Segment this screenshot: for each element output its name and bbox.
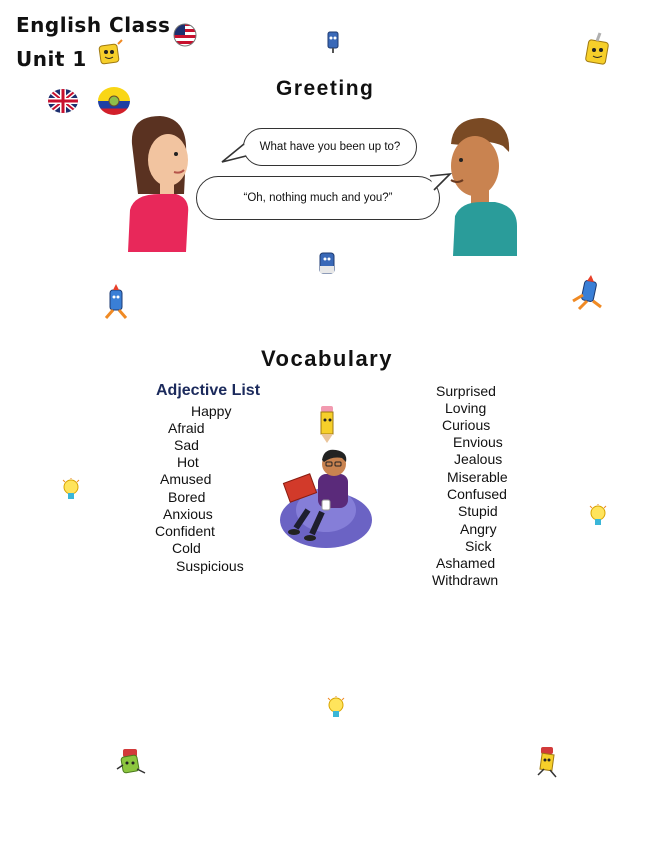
- list-item: Curious: [442, 417, 491, 433]
- list-item: Loving: [445, 400, 487, 416]
- list-item: Afraid: [168, 420, 205, 436]
- lightbulb-icon: [62, 478, 80, 504]
- pencil-mascot-icon: [571, 275, 603, 311]
- list-item: Anxious: [163, 506, 213, 522]
- us-flag-icon: [173, 23, 197, 47]
- speech-bubble-answer: [196, 176, 440, 220]
- lightbulb-icon: [589, 504, 607, 530]
- list-item: Jealous: [454, 451, 503, 467]
- list-item: Suspicious: [176, 558, 244, 574]
- vocabulary-title: Vocabulary: [261, 346, 393, 371]
- list-item: Happy: [191, 403, 232, 419]
- pencil-mascot-icon: [96, 40, 124, 68]
- pencil-mascot-icon: [583, 33, 611, 73]
- list-item: Surprised: [436, 383, 496, 399]
- header-line-1: English Class: [16, 13, 171, 37]
- list-item: Angry: [460, 521, 497, 537]
- reading-avatar-icon: [278, 448, 374, 550]
- greeting-title: Greeting: [276, 77, 375, 100]
- list-item: Withdrawn: [432, 572, 499, 588]
- pencil-mascot-icon: [534, 745, 560, 779]
- list-item: Envious: [453, 434, 503, 450]
- speech-bubble-answer-text: “Oh, nothing much and you?”: [243, 192, 393, 204]
- list-item: Stupid: [458, 503, 498, 519]
- document-header: [16, 14, 170, 70]
- pencil-mascot-icon: [324, 28, 342, 54]
- list-item: Hot: [177, 454, 199, 470]
- list-item: Sad: [174, 437, 199, 453]
- pencil-mascot-icon: [115, 747, 147, 779]
- header-line-2: Unit 1: [16, 47, 87, 71]
- list-item: Miserable: [447, 469, 508, 485]
- speech-bubble-question: [243, 128, 417, 166]
- list-item: Amused: [160, 471, 212, 487]
- uk-flag-icon: [47, 88, 79, 114]
- ecuador-flag-icon: [97, 86, 131, 116]
- man-speaker-icon: [445, 116, 521, 256]
- list-item: Confused: [447, 486, 507, 502]
- list-item: Bored: [168, 489, 206, 505]
- pencil-mascot-icon: [101, 284, 131, 320]
- lightbulb-icon: [327, 696, 345, 722]
- adjective-list-title: Adjective List: [156, 382, 261, 399]
- woman-speaker-icon: [124, 114, 196, 254]
- speech-bubble-tail-right: [426, 172, 452, 194]
- list-item: Sick: [465, 538, 492, 554]
- list-item: Ashamed: [436, 555, 496, 571]
- pencil-mascot-icon: [316, 404, 338, 444]
- speech-bubble-question-text: What have you been up to?: [259, 141, 401, 153]
- pencil-mascot-icon: [318, 250, 336, 276]
- list-item: Cold: [172, 540, 201, 556]
- list-item: Confident: [155, 523, 215, 539]
- speech-bubble-tail-left: [220, 140, 248, 164]
